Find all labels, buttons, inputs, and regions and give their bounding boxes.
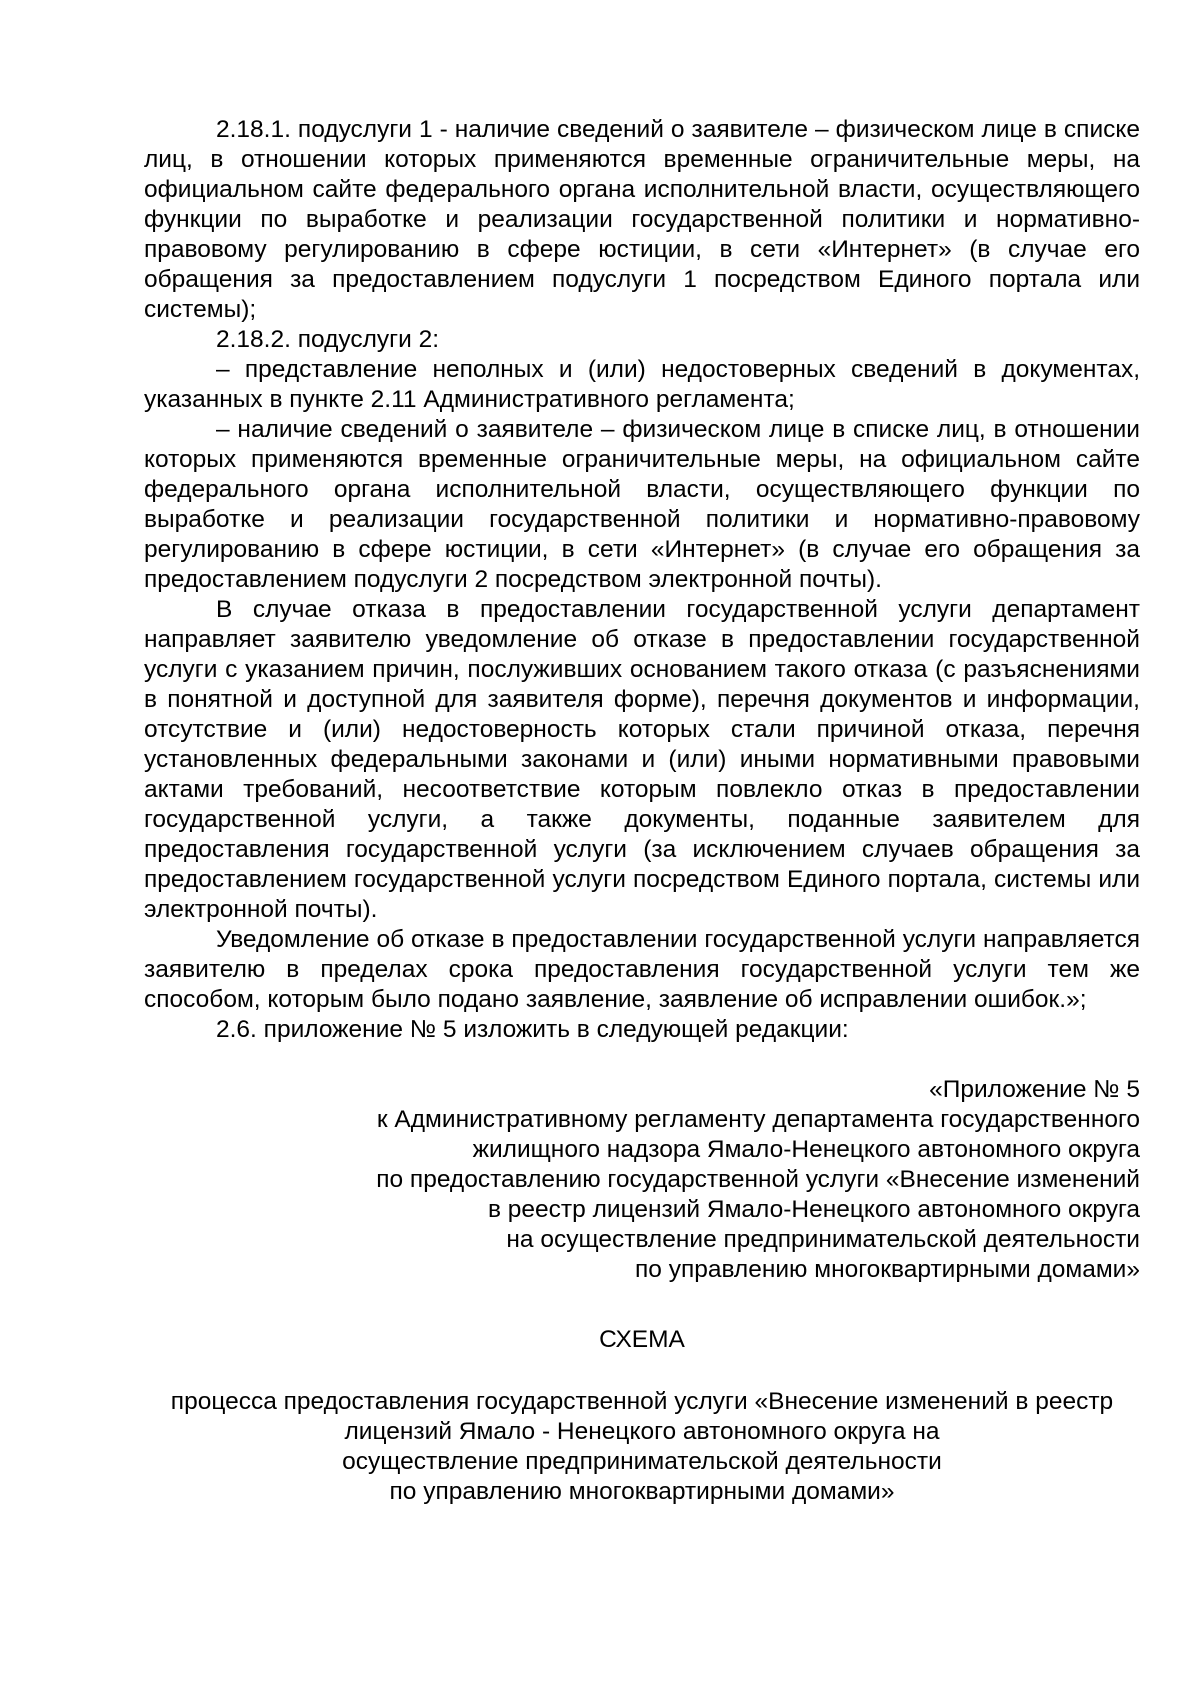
appendix-line: по предоставлению государственной услуги «Внесение изменений (376, 1166, 1140, 1193)
appendix-line: на осуществление предпринимательской деятельности (506, 1226, 1140, 1253)
scheme-title: СХЕМА (599, 1326, 685, 1353)
appendix-line: в реестр лицензий Ямало-Ненецкого автономного округа (487, 1196, 1140, 1223)
scheme-subtitle-line: по управлению многоквартирными домами» (389, 1478, 895, 1505)
document-page (144, 115, 1140, 1507)
paragraph-2-18-1: 2.18.1. подуслуги 1 - наличие сведений о заявителе – физическом лице в списке лиц, в отношении которых применяются временные ограничительные меры, на официальном сайте федерального органа исполнительной власти, осуществляющего функции по выработке и реализации государственной политики и нормативно-правовому регулированию в сфере юстиции, в сети «Интернет» (в случае его обращения за предоставлением подуслуги 1 посредством Единого портала или системы); (144, 116, 1140, 323)
appendix-line: по управлению многоквартирными домами» (635, 1256, 1140, 1283)
scheme-subtitle-line: осуществление предпринимательской деятельности (342, 1448, 942, 1475)
paragraph-incomplete-info: – представление неполных и (или) недостоверных сведений в документах, указанных в пункте 2.11 Административного регламента; (144, 356, 1140, 413)
paragraph-2-6: 2.6. приложение № 5 изложить в следующей редакции: (216, 1016, 849, 1043)
appendix-line: жилищного надзора Ямало-Ненецкого автономного округа (472, 1136, 1140, 1163)
paragraph-refusal-notice: Уведомление об отказе в предоставлении государственной услуги направляется заявителю в пределах срока предоставления государственной услуги тем же способом, которым было подано заявление, заявление об исправлении ошибок.»; (144, 926, 1140, 1013)
paragraph-2-18-2: 2.18.2. подуслуги 2: (216, 326, 440, 353)
paragraph-restrictive-measures: – наличие сведений о заявителе – физическом лице в списке лиц, в отношении которых применяются временные ограничительные меры, на официальном сайте федерального органа исполнительной власти, осуществляющего функции по выработке и реализации государственной политики и нормативно-правовому регулированию в сфере юстиции, в сети «Интернет» (в случае его обращения за предоставлением подуслуги 2 посредством электронной почты). (144, 416, 1140, 593)
paragraph-refusal-case: В случае отказа в предоставлении государственной услуги департамент направляет заявителю уведомление об отказе в предоставлении государственной услуги с указанием причин, послуживших основанием такого отказа (с разъяснениями в понятной и доступной для заявителя форме), перечня документов и информации, отсутствие и (или) недостоверность которых стали причиной отказа, перечня установленных федеральными законами и (или) иными нормативными правовыми актами требований, несоответствие которым повлекло отказ в предоставлении государственной услуги, а также документы, поданные заявителем для предоставления государственной услуги (за исключением случаев обращения за предоставлением государственной услуги посредством Единого портала, системы или электронной почты). (144, 596, 1140, 923)
appendix-line: «Приложение № 5 (929, 1076, 1140, 1103)
appendix-line: к Административному регламенту департамента государственного (376, 1106, 1140, 1133)
scheme-subtitle (144, 1387, 1140, 1507)
scheme-subtitle-line: процесса предоставления государственной услуги «Внесение изменений в реестр (170, 1388, 1114, 1415)
scheme-subtitle-line: лицензий Ямало - Ненецкого автономного округа на (344, 1418, 940, 1445)
spacer (144, 1045, 1140, 1075)
appendix-header (144, 1075, 1140, 1285)
